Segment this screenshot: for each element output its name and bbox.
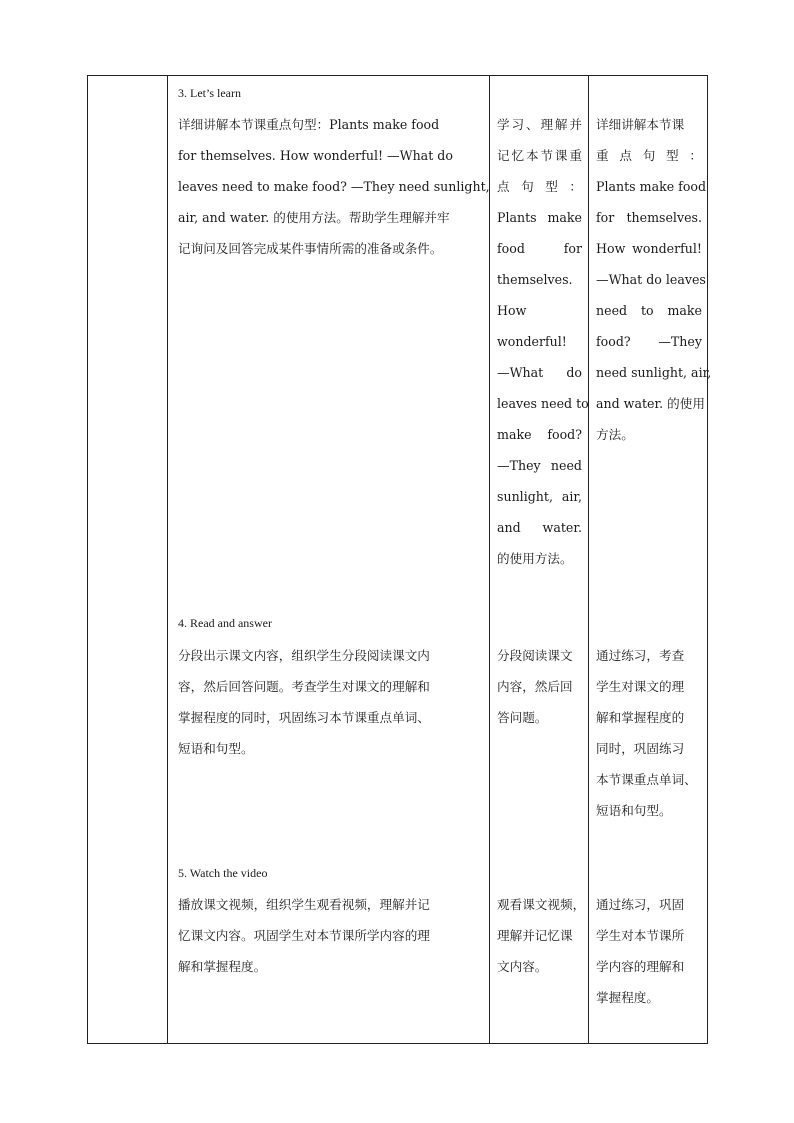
text-line: 理解并记忆课 (497, 928, 573, 943)
text-line: sunlight, air, (497, 489, 582, 504)
text-line: Plants make food (596, 179, 707, 194)
text-line: 播放课文视频，组织学生观看视频，理解并记 (178, 897, 430, 912)
teacher-activity-column (168, 76, 490, 1044)
text-line: food? —They (596, 334, 702, 349)
text-line: 掌握程度的同时，巩固练习本节课重点单词、 (178, 710, 430, 725)
text-line: 答问题。 (497, 710, 548, 725)
teacher-activity-text (178, 640, 472, 764)
text-line: —What do (497, 365, 582, 380)
text-line: 方法。 (596, 427, 634, 442)
text-line: 解和掌握程度。 (178, 959, 267, 974)
text-line: 详细讲解本节课 (596, 117, 685, 132)
text-line: 短语和句型。 (178, 741, 254, 756)
teacher-activity-text (178, 889, 472, 982)
design-purpose-text (596, 109, 712, 450)
section-heading: 5. Watch the video (178, 866, 268, 880)
text-line: 的使用方法。 (497, 551, 573, 566)
text-line: How (497, 303, 527, 318)
text-line: 点 句 型 ： (497, 179, 582, 194)
text-line: 内容，然后回 (497, 679, 573, 694)
stage-column (88, 76, 168, 1044)
text-line: 记询问及回答完成某件事情所需的准备或条件。 (178, 241, 443, 256)
text-line: for themselves. (596, 210, 702, 225)
text-line: 忆课文内容。巩固学生对本节课所学内容的理 (178, 928, 430, 943)
text-line: —What do leaves (596, 272, 706, 287)
text-line: wonderful! (497, 334, 567, 349)
text-line: 同时，巩固练习 (596, 741, 685, 756)
text-line: 观看课文视频， (497, 897, 586, 912)
teacher-activity-text (178, 109, 490, 264)
design-purpose-column (589, 76, 712, 1044)
text-line: leaves need to (497, 396, 589, 411)
lesson-plan-table (87, 75, 712, 1044)
student-activity-column (490, 76, 589, 1044)
text-line: Plants make (497, 210, 582, 225)
student-activity-text (497, 889, 586, 982)
text-line: 本节课重点单词、 (596, 772, 697, 787)
text-line: and water. 的使用 (596, 396, 705, 411)
text-line: 学生对本节课所 (596, 928, 685, 943)
text-line: 通过练习，考查 (596, 648, 685, 663)
text-line: leaves need to make food? —They need sunlight, (178, 179, 490, 194)
text-line: 文内容。 (497, 959, 548, 974)
section-heading: 4. Read and answer (178, 616, 272, 630)
text-line: air, and water. 的使用方法。帮助学生理解并牢 (178, 210, 450, 225)
student-activity-text (497, 640, 582, 733)
section-heading: 3. Let’s learn (178, 86, 241, 100)
text-line: 容，然后回答问题。考查学生对课文的理解和 (178, 679, 430, 694)
text-line: 学内容的理解和 (596, 959, 685, 974)
text-line: need sunlight, air, (596, 365, 712, 380)
table-row (88, 76, 708, 1044)
text-line: and water. (497, 520, 582, 535)
text-line: 掌握程度。 (596, 990, 659, 1005)
text-line: food for (497, 241, 582, 256)
text-line: themselves. (497, 272, 573, 287)
text-line: 短语和句型。 (596, 803, 672, 818)
text-line: 分段阅读课文 (497, 648, 573, 663)
text-line: make food? (497, 427, 582, 442)
text-line: 详细讲解本节课重点句型：Plants make food (178, 117, 440, 132)
text-line: 解和掌握程度的 (596, 710, 685, 725)
student-activity-text (497, 109, 589, 574)
text-line: 分段出示课文内容，组织学生分段阅读课文内 (178, 648, 430, 663)
text-line: 学习、理解并 (497, 117, 582, 132)
design-purpose-text (596, 889, 702, 1013)
text-line: 记忆本节课重 (497, 148, 582, 163)
text-line: for themselves. How wonderful! —What do (178, 148, 453, 163)
text-line: need to make (596, 303, 702, 318)
text-line: 学生对课文的理 (596, 679, 685, 694)
design-purpose-text (596, 640, 702, 826)
text-line: How wonderful! (596, 241, 702, 256)
text-line: 重 点 句 型 ： (596, 148, 702, 163)
text-line: —They need (497, 458, 582, 473)
text-line: 通过练习，巩固 (596, 897, 685, 912)
